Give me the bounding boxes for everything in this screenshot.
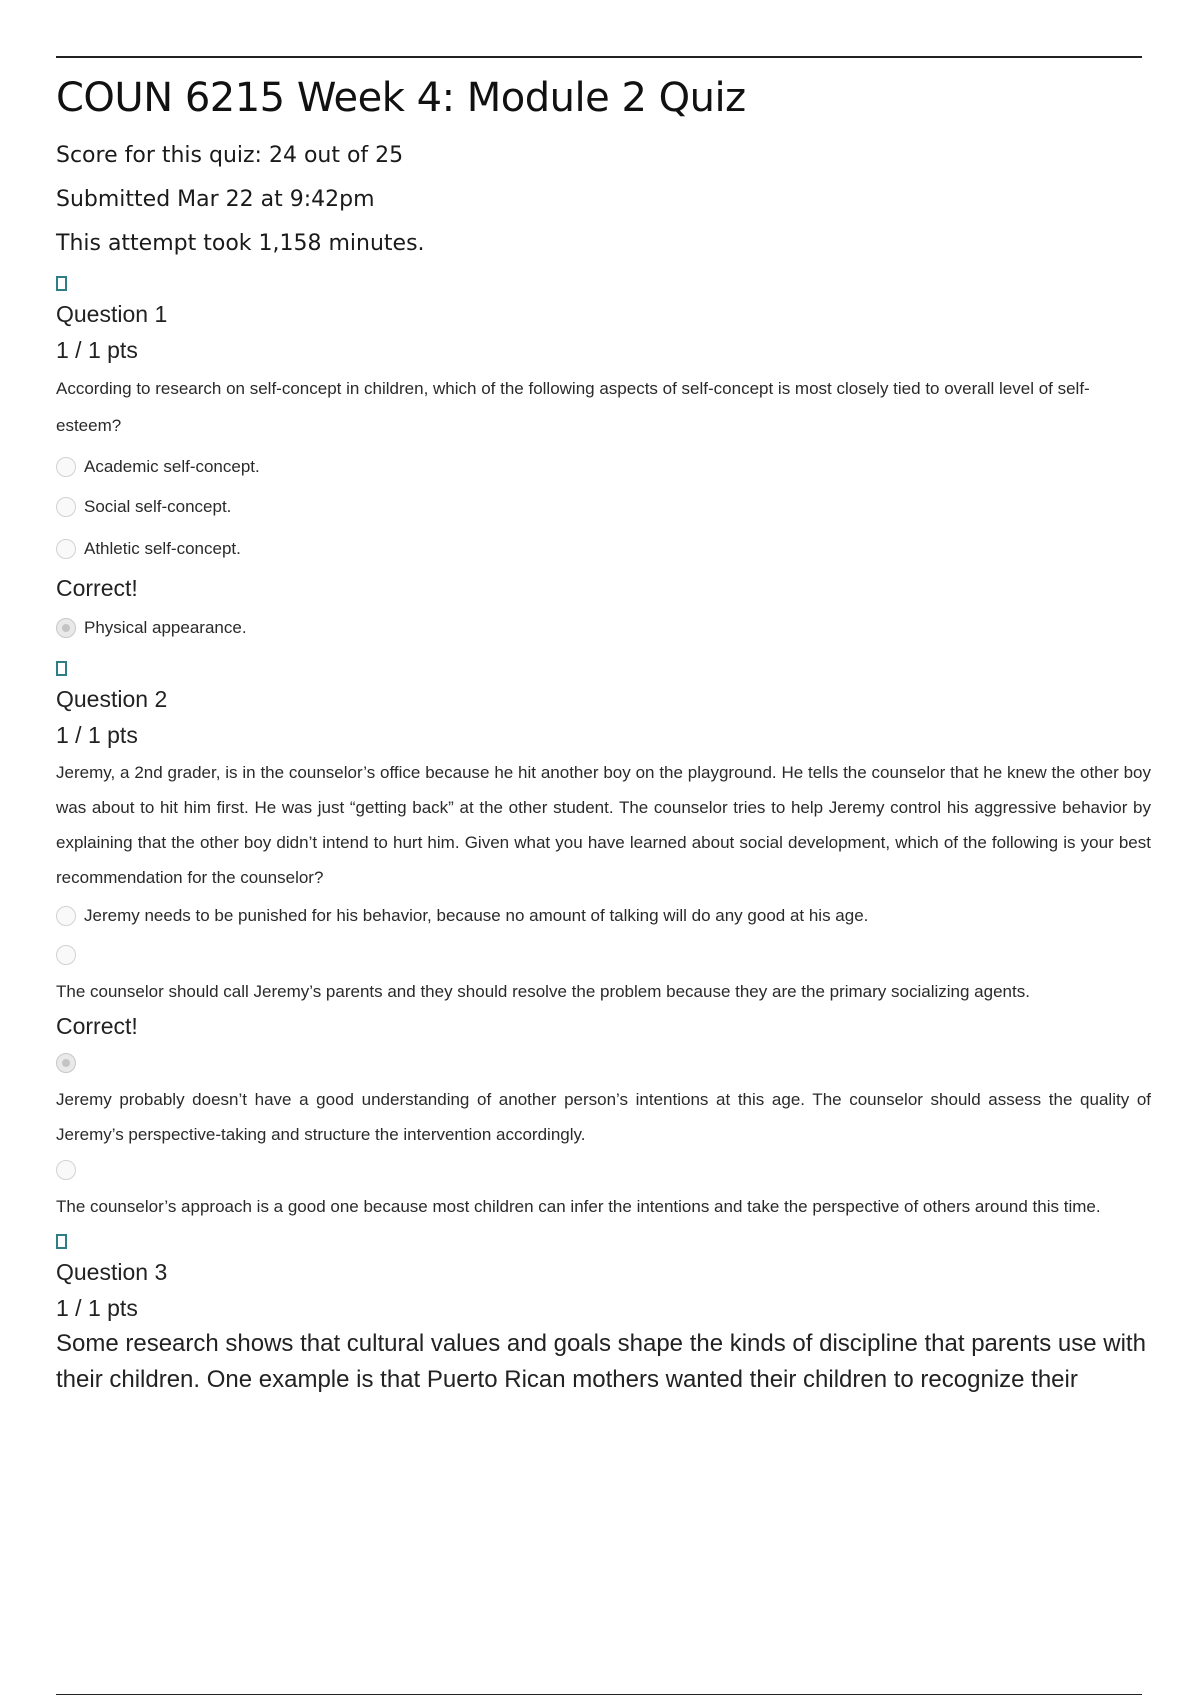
flag-question-icon[interactable]: [56, 1234, 67, 1249]
quiz-score: Score for this quiz: 24 out of 25: [56, 143, 404, 168]
quiz-page: [56, 66, 1151, 1398]
answer-option[interactable]: [56, 487, 1151, 527]
question-points: 1 / 1 pts: [56, 337, 138, 363]
answer-option[interactable]: [56, 895, 1151, 937]
radio-button-icon[interactable]: [56, 457, 76, 477]
radio-button-icon[interactable]: [56, 1160, 76, 1180]
answer-label: The counselor should call Jeremy’s parents and they should resolve the problem because they are the primary socializing agents.: [56, 982, 1030, 1001]
question-title: Question 2: [56, 686, 168, 712]
question-text: Jeremy, a 2nd grader, is in the counselor’s office because he hit another boy on the playground. He tells the counselor that he knew the other boy was about to hit him first. He was just “getting back” at the other student. The counselor tries to help Jeremy control his aggressive behavior by explaining that the other boy didn’t intend to hurt him. Given what you have learned about social development, which of the following is your best recommendation for the counselor?: [56, 763, 1151, 887]
radio-button-selected-icon[interactable]: [56, 618, 76, 638]
question-1: [56, 266, 1151, 651]
answer-option[interactable]: [56, 447, 1151, 487]
answer-label: Athletic self-concept.: [84, 539, 241, 558]
question-text: Some research shows that cultural values and goals shape the kinds of discipline that parents use with their children. One example is that Puerto Rican mothers wanted their children to recognize their: [56, 1330, 1146, 1393]
correct-feedback: Correct!: [56, 1013, 138, 1039]
question-title: Question 1: [56, 301, 168, 327]
top-rule: [56, 56, 1142, 58]
flag-question-icon[interactable]: [56, 661, 67, 676]
question-points: 1 / 1 pts: [56, 1295, 138, 1321]
quiz-submitted: Submitted Mar 22 at 9:42pm: [56, 187, 375, 212]
radio-button-icon[interactable]: [56, 906, 76, 926]
answer-option-selected[interactable]: [56, 1043, 1151, 1152]
page-title: COUN 6215 Week 4: Module 2 Quiz: [56, 75, 746, 121]
answer-label: Social self-concept.: [84, 497, 232, 516]
question-2: [56, 651, 1151, 1224]
answer-label: The counselor’s approach is a good one because most children can infer the intentions and take the perspective of others around this time.: [56, 1197, 1101, 1216]
radio-button-icon[interactable]: [56, 945, 76, 965]
answer-option[interactable]: [56, 527, 1151, 571]
answer-label: Jeremy needs to be punished for his behavior, because no amount of talking will do any good at his age.: [84, 906, 869, 925]
bottom-rule: [56, 1694, 1142, 1695]
question-title: Question 3: [56, 1259, 168, 1285]
answer-label: Academic self-concept.: [84, 457, 260, 476]
question-text: According to research on self-concept in children, which of the following aspects of self-concept is most closely tied to overall level of self-esteem?: [56, 379, 1090, 435]
radio-button-icon[interactable]: [56, 497, 76, 517]
radio-button-icon[interactable]: [56, 539, 76, 559]
quiz-duration: This attempt took 1,158 minutes.: [56, 231, 425, 256]
flag-question-icon[interactable]: [56, 276, 67, 291]
answer-option-selected[interactable]: [56, 605, 1151, 651]
question-3: [56, 1224, 1151, 1398]
answer-option[interactable]: [56, 937, 1151, 1009]
correct-feedback: Correct!: [56, 575, 138, 601]
question-points: 1 / 1 pts: [56, 722, 138, 748]
radio-button-selected-icon[interactable]: [56, 1053, 76, 1073]
answer-label: Physical appearance.: [84, 618, 247, 637]
answer-option[interactable]: [56, 1152, 1151, 1224]
answer-label: Jeremy probably doesn’t have a good understanding of another person’s intentions at this age. The counselor should assess the quality of Jeremy’s perspective-taking and structure the intervention accordingly.: [56, 1090, 1151, 1144]
